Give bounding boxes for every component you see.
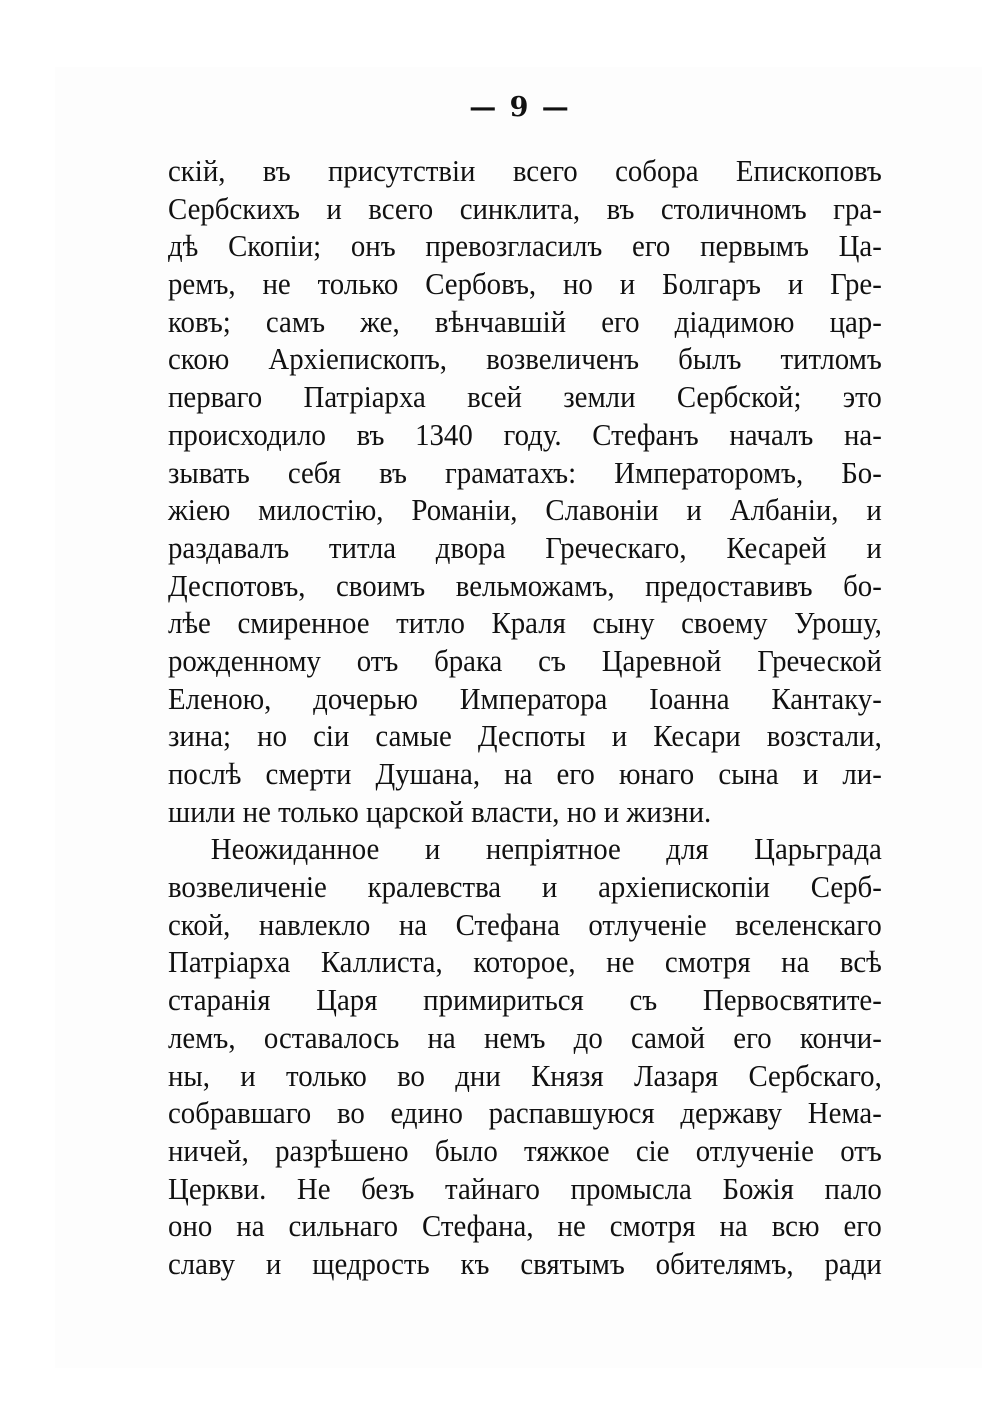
body-text <box>168 152 882 1283</box>
text-line: ничей, разрѣшено было тяжкое сіе отлученіе отъ <box>168 1132 882 1168</box>
paragraph-end-line: шили не только царской власти, но и жизни. <box>168 793 712 829</box>
text-line: перваго Патріарха всей земли Сербской; это <box>168 379 882 415</box>
text-line: скою Архіепископъ, возвеличенъ былъ титломъ <box>168 341 882 377</box>
text-line: лемъ, оставалось на немъ до самой его кончи- <box>168 1019 882 1055</box>
text-line: лѣе смиренное титло Краля сыну своему Урошу, <box>168 605 882 641</box>
text-line: ской, навлекло на Стефана отлученіе вселенскаго <box>168 906 882 942</box>
text-line: Патріарха Каллиста, которое, не смотря на всѣ <box>168 944 882 980</box>
text-line: жіею милостію, Романіи, Славоніи и Албаніи, и <box>168 492 882 528</box>
text-line: зывать себя въ граматахъ: Императоромъ, Бо- <box>168 454 882 490</box>
text-line: Деспотовъ, своимъ вельможамъ, предоставивъ бо- <box>168 567 882 603</box>
text-line: скій, въ присутствіи всего собора Епископовъ <box>168 153 882 188</box>
text-line: славу и щедрость къ святымъ обителямъ, ради <box>168 1245 882 1281</box>
text-line: раздавалъ титла двора Греческаго, Кесарей и <box>168 529 882 565</box>
text-line: ремъ, не только Сербовъ, но и Болгаръ и Гре- <box>168 266 882 302</box>
text-line: происходило въ 1340 году. Стефанъ началъ на- <box>168 416 882 452</box>
paragraph-start-line: Неожиданное и непріятное для Царьграда <box>210 831 882 867</box>
text-line: ны, и только во дни Князя Лазаря Сербскаго, <box>168 1057 882 1093</box>
text-line: возвеличеніе кралевства и архіепископіи Серб- <box>168 869 882 905</box>
text-line: собравшаго во едино распавшуюся державу Нема- <box>168 1095 882 1131</box>
text-line: ковъ; самъ же, вѣнчавшій его діадимою цар- <box>168 303 882 339</box>
text-line: Сербскихъ и всего синклита, въ столичномъ гра- <box>168 190 882 226</box>
text-line: старанія Царя примириться съ Первосвятите- <box>168 982 882 1018</box>
text-line: рожденному отъ брака съ Царевной Греческой <box>168 642 882 678</box>
text-line: Церкви. Не безъ тайнаго промысла Божія пало <box>168 1170 882 1206</box>
text-line: оно на сильнаго Стефана, не смотря на всю его <box>168 1208 882 1244</box>
text-line: послѣ смерти Душана, на его юнаго сына и ли- <box>168 756 882 791</box>
page-number: — 9 — <box>469 92 571 123</box>
text-line: дѣ Скопіи; онъ превозгласилъ его первымъ Ца- <box>168 228 882 264</box>
text-line: зина; но сіи самые Деспоты и Кесари возстали, <box>168 718 882 754</box>
text-line: Еленою, дочерью Императора Іоанна Кантаку- <box>168 680 882 716</box>
